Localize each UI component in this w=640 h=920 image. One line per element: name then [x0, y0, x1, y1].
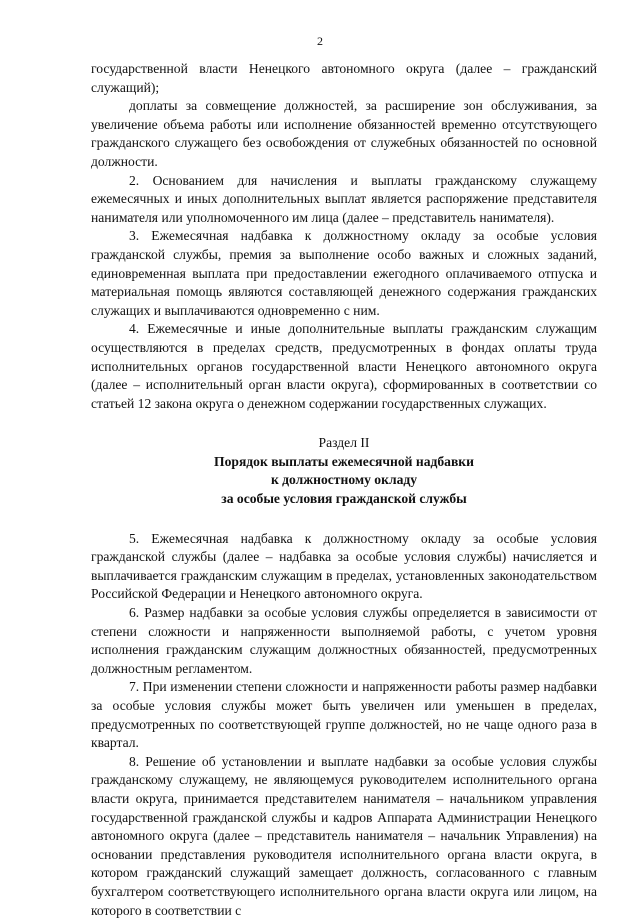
section-heading — [91, 434, 597, 508]
paragraph-clause-2: 2. Основанием для начисления и выплаты гражданскому служащему ежемесячных и иных дополнительных выплат является распоряжение представителя нанимателя или уполномоченного им лица (далее – представитель нанимателя). — [91, 172, 597, 225]
paragraph-clause-6: 6. Размер надбавки за особые условия службы определяется в зависимости от степени сложности и напряженности выполняемой работы, с учетом уровня исполнения гражданским служащим должностных обязанностей, предусмотренных должностным регламентом. — [91, 605, 597, 676]
page-number: 2 — [317, 34, 323, 48]
section-title-line-3: за особые условия гражданской службы — [221, 491, 467, 507]
section-title-line-2: к должностному окладу — [270, 472, 418, 488]
paragraph-clause-8: 8. Решение об установлении и выплате надбавки за особые условия службы гражданскому служащему, не являющемуся руководителем исполнительного органа власти округа, принимается представителем нанимателя – начальником управления государственной гражданской службы и кадров Аппарата Администрации Ненецкого автономного округа (далее – представитель нанимателя – начальник Управления) на основании представления руководителя исполнительного органа власти округа, в котором гражданский служащий замещает должность, согласованного с главным бухгалтером соответствующего исполнительного органа власти округа или лицом, на которого в соответствии с — [91, 753, 597, 918]
document-body — [91, 60, 597, 920]
paragraph-combination-payments: доплаты за совмещение должностей, за расширение зон обслуживания, за увеличение объема работы или исполнение обязанностей временно отсутствующего гражданского служащего без освобождения от служебных обязанностей по основной должности. — [91, 98, 597, 169]
paragraph-continuation: государственной власти Ненецкого автономного округа (далее – гражданский служащий); — [91, 61, 597, 95]
section-title-line-1: Порядок выплаты ежемесячной надбавки — [214, 453, 474, 469]
paragraph-clause-7: 7. При изменении степени сложности и напряженности работы размер надбавки за особые условия службы может быть увеличен или уменьшен в пределах, предусмотренных по соответствующей группе должностей, но не чаще одного раза в квартал. — [91, 679, 597, 751]
paragraph-clause-4: 4. Ежемесячные и иные дополнительные выплаты гражданским служащим осуществляются в пределах средств, предусмотренных в фондах оплаты труда исполнительных органов государственной власти Ненецкого автономного округа (далее – исполнительный орган власти округа), сформированных в соответствии со статьей 12 закона округа о денежном содержании государственных служащих. — [91, 321, 597, 411]
section-label: Раздел II — [318, 435, 370, 451]
paragraph-clause-5: 5. Ежемесячная надбавка к должностному окладу за особые условия гражданской службы (далее – надбавка за особые условия службы) начисляется и выплачивается гражданским служащим в пределах, установленных законодательством Российской Федерации и Ненецкого автономного округа. — [91, 530, 597, 602]
paragraph-clause-3: 3. Ежемесячная надбавка к должностному окладу за особые условия гражданской службы, премия за выполнение особо важных и сложных заданий, единовременная выплата при предоставлении ежегодного оплачиваемого отпуска и материальная помощь являются составляющей денежного содержания гражданских служащих и выплачиваются одновременно с ним. — [91, 228, 597, 318]
